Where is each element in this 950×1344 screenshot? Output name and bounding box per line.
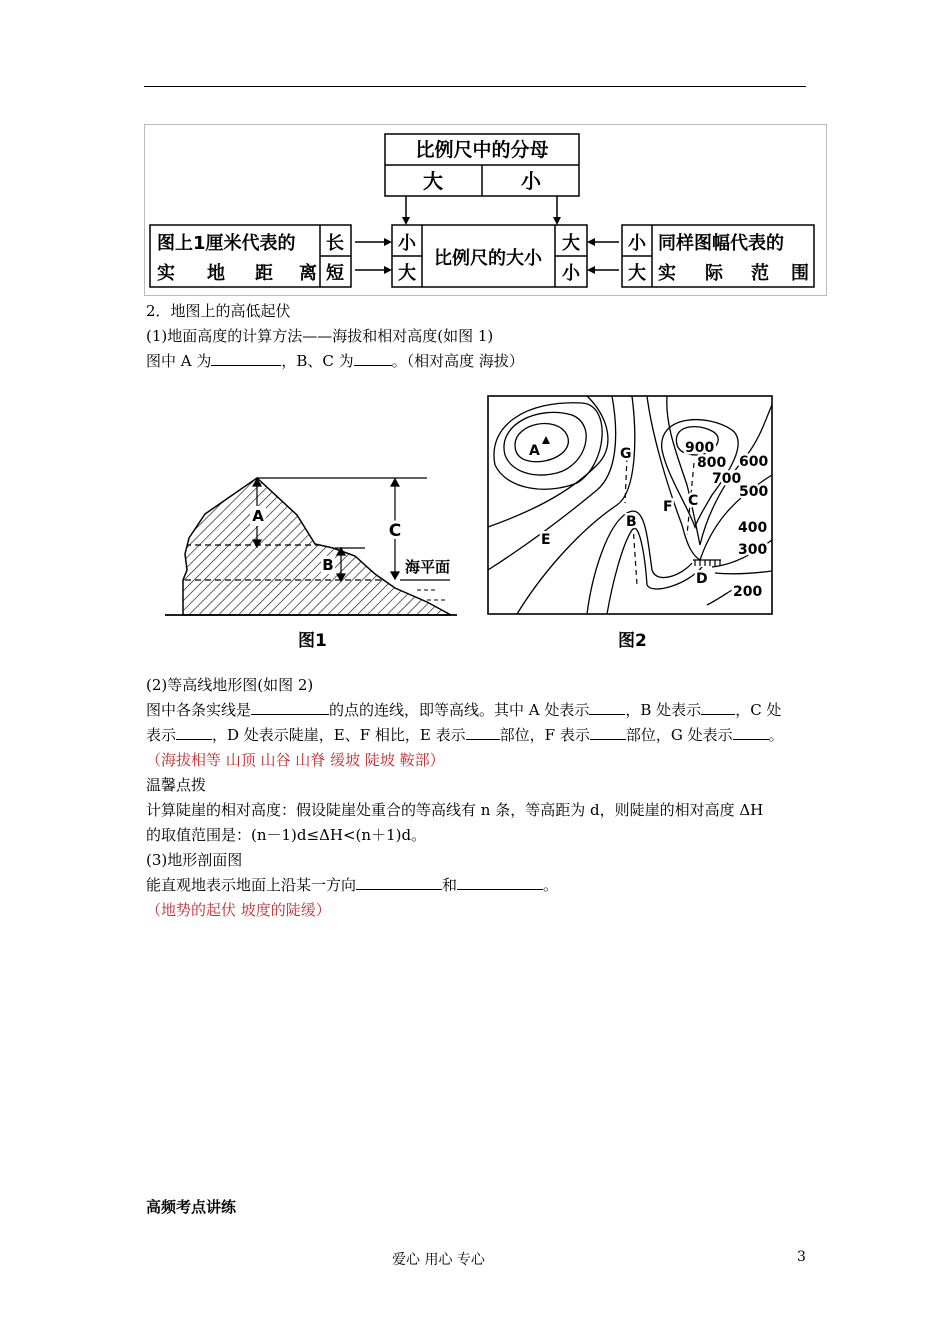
item2-line2-d: 部位，G 处表示	[625, 726, 733, 744]
item1-question	[146, 350, 524, 372]
figure2-label-800: 800	[697, 455, 727, 471]
scale-right-big: 大	[562, 233, 580, 254]
scale-center-label: 比例尺的大小	[434, 248, 542, 269]
answer-blank[interactable]	[354, 350, 392, 366]
figure1-label-b: B	[322, 556, 334, 574]
scale-diagram	[144, 124, 827, 296]
scale-top-title: 比例尺中的分母	[415, 139, 549, 161]
figure1-cross-section	[165, 470, 465, 620]
section-heading: 2．地图上的高低起伏	[146, 302, 291, 320]
item2-title: (2)等高线地形图(如图 2)	[146, 676, 314, 694]
item2-line2-a: 表示	[146, 726, 177, 744]
page-number: 3	[797, 1249, 806, 1265]
figure2-label-a: A	[529, 443, 540, 459]
scale-right-line1: 同样图幅代表的	[658, 233, 784, 254]
figure2-label-400: 400	[738, 520, 768, 536]
answer-blank[interactable]	[733, 724, 769, 740]
answer-blank[interactable]	[211, 350, 281, 366]
item2-line2	[146, 724, 784, 746]
answer-blank[interactable]	[590, 724, 626, 740]
scale-far-small: 小	[628, 233, 646, 254]
scale-top-small: 小	[521, 169, 541, 193]
figure2-label-600: 600	[739, 454, 769, 470]
answer-blank[interactable]	[176, 724, 212, 740]
answer-blank[interactable]	[251, 699, 329, 715]
scale-left-line1: 图上1厘米代表的	[157, 233, 296, 254]
item2-line1-b: 的点的连线，即等高线。其中 A 处表示	[329, 701, 590, 719]
answer-blank[interactable]	[701, 699, 735, 715]
figure2-label-f: F	[663, 499, 673, 515]
scale-mid-small: 小	[398, 233, 416, 254]
item3-answer: （地势的起伏 坡度的陡缓）	[146, 901, 331, 919]
item2-line1-d: ，C 处	[735, 701, 782, 719]
item2-line2-e: 。	[768, 726, 784, 744]
scale-long: 长	[326, 233, 344, 254]
figure2-caption: 图2	[618, 631, 647, 651]
figure2-label-d: D	[696, 571, 708, 587]
item1-q-a: 图中 A 为	[146, 352, 212, 370]
footer-motto: 爱心 用心 专心	[392, 1252, 485, 1268]
figure2-label-e: E	[541, 532, 551, 548]
figure1-label-c: C	[388, 521, 402, 541]
item2-answer: （海拔相等 山顶 山谷 山脊 缓坡 陡坡 鞍部）	[146, 751, 445, 769]
answer-blank[interactable]	[356, 874, 442, 890]
figure2-label-200: 200	[733, 584, 763, 600]
answer-blank[interactable]	[589, 699, 625, 715]
figure2-label-300: 300	[738, 542, 768, 558]
answer-blank[interactable]	[466, 724, 500, 740]
item3-q-b: 和	[442, 876, 458, 894]
item2-line2-c: 部位，F 表示	[499, 726, 590, 744]
tip-line1: 计算陡崖的相对高度：假设陡崖处重合的等高线有 n 条，等高距为 d，则陡崖的相对高度 ΔH	[146, 801, 764, 819]
figure2-label-500: 500	[739, 484, 769, 500]
scale-far-big: 大	[628, 263, 646, 284]
scale-mid-big: 大	[398, 263, 416, 284]
item2-line1-c: ，B 处表示	[625, 701, 702, 719]
item3-q-c: 。	[543, 876, 559, 894]
item1-q-b: ，B、C 为	[281, 352, 354, 370]
scale-right-line2-d: 围	[791, 263, 809, 284]
scale-left-line2-d: 离	[299, 263, 317, 284]
scale-left-line2-a: 实	[157, 263, 175, 284]
figure2-label-700: 700	[712, 471, 742, 487]
item1-title: (1)地面高度的计算方法——海拔和相对高度(如图 1)	[146, 327, 494, 345]
scale-right-line2-b: 际	[705, 263, 723, 284]
scale-left-line2-b: 地	[207, 263, 225, 284]
scale-diagram-svg	[145, 125, 828, 297]
figure2-label-c: C	[688, 493, 699, 509]
figure2-contour-map	[487, 395, 773, 615]
item3-question	[146, 874, 558, 896]
item1-q-c: 。（相对高度 海拔）	[391, 352, 524, 370]
figure1-label-a: A	[252, 507, 264, 525]
section3-heading: 高频考点讲练	[146, 1198, 237, 1216]
scale-right-line2-c: 范	[751, 263, 769, 284]
scale-top-big: 大	[423, 169, 443, 193]
answer-blank[interactable]	[457, 874, 543, 890]
item3-q-a: 能直观地表示地面上沿某一方向	[146, 876, 357, 894]
figure2-label-900: 900	[685, 440, 715, 456]
item3-title: (3)地形剖面图	[146, 851, 243, 869]
figure1-caption: 图1	[298, 631, 327, 651]
item2-line2-b: ，D 处表示陡崖，E、F 相比，E 表示	[212, 726, 466, 744]
item2-line1-a: 图中各条实线是	[146, 701, 252, 719]
figure2-label-g: G	[620, 446, 632, 462]
tip-title: 温馨点拨	[146, 776, 207, 794]
scale-short: 短	[326, 263, 344, 284]
scale-right-small: 小	[562, 263, 580, 284]
figure1-sea-level: 海平面	[405, 558, 451, 576]
scale-right-line2-a: 实	[658, 263, 676, 284]
scale-left-line2-c: 距	[255, 263, 273, 284]
figure2-label-b: B	[626, 514, 637, 530]
item2-line1	[146, 699, 781, 721]
tip-line2: 的取值范围是：(n－1)d≤ΔH<(n＋1)d。	[146, 826, 427, 844]
header-rule	[144, 86, 806, 87]
